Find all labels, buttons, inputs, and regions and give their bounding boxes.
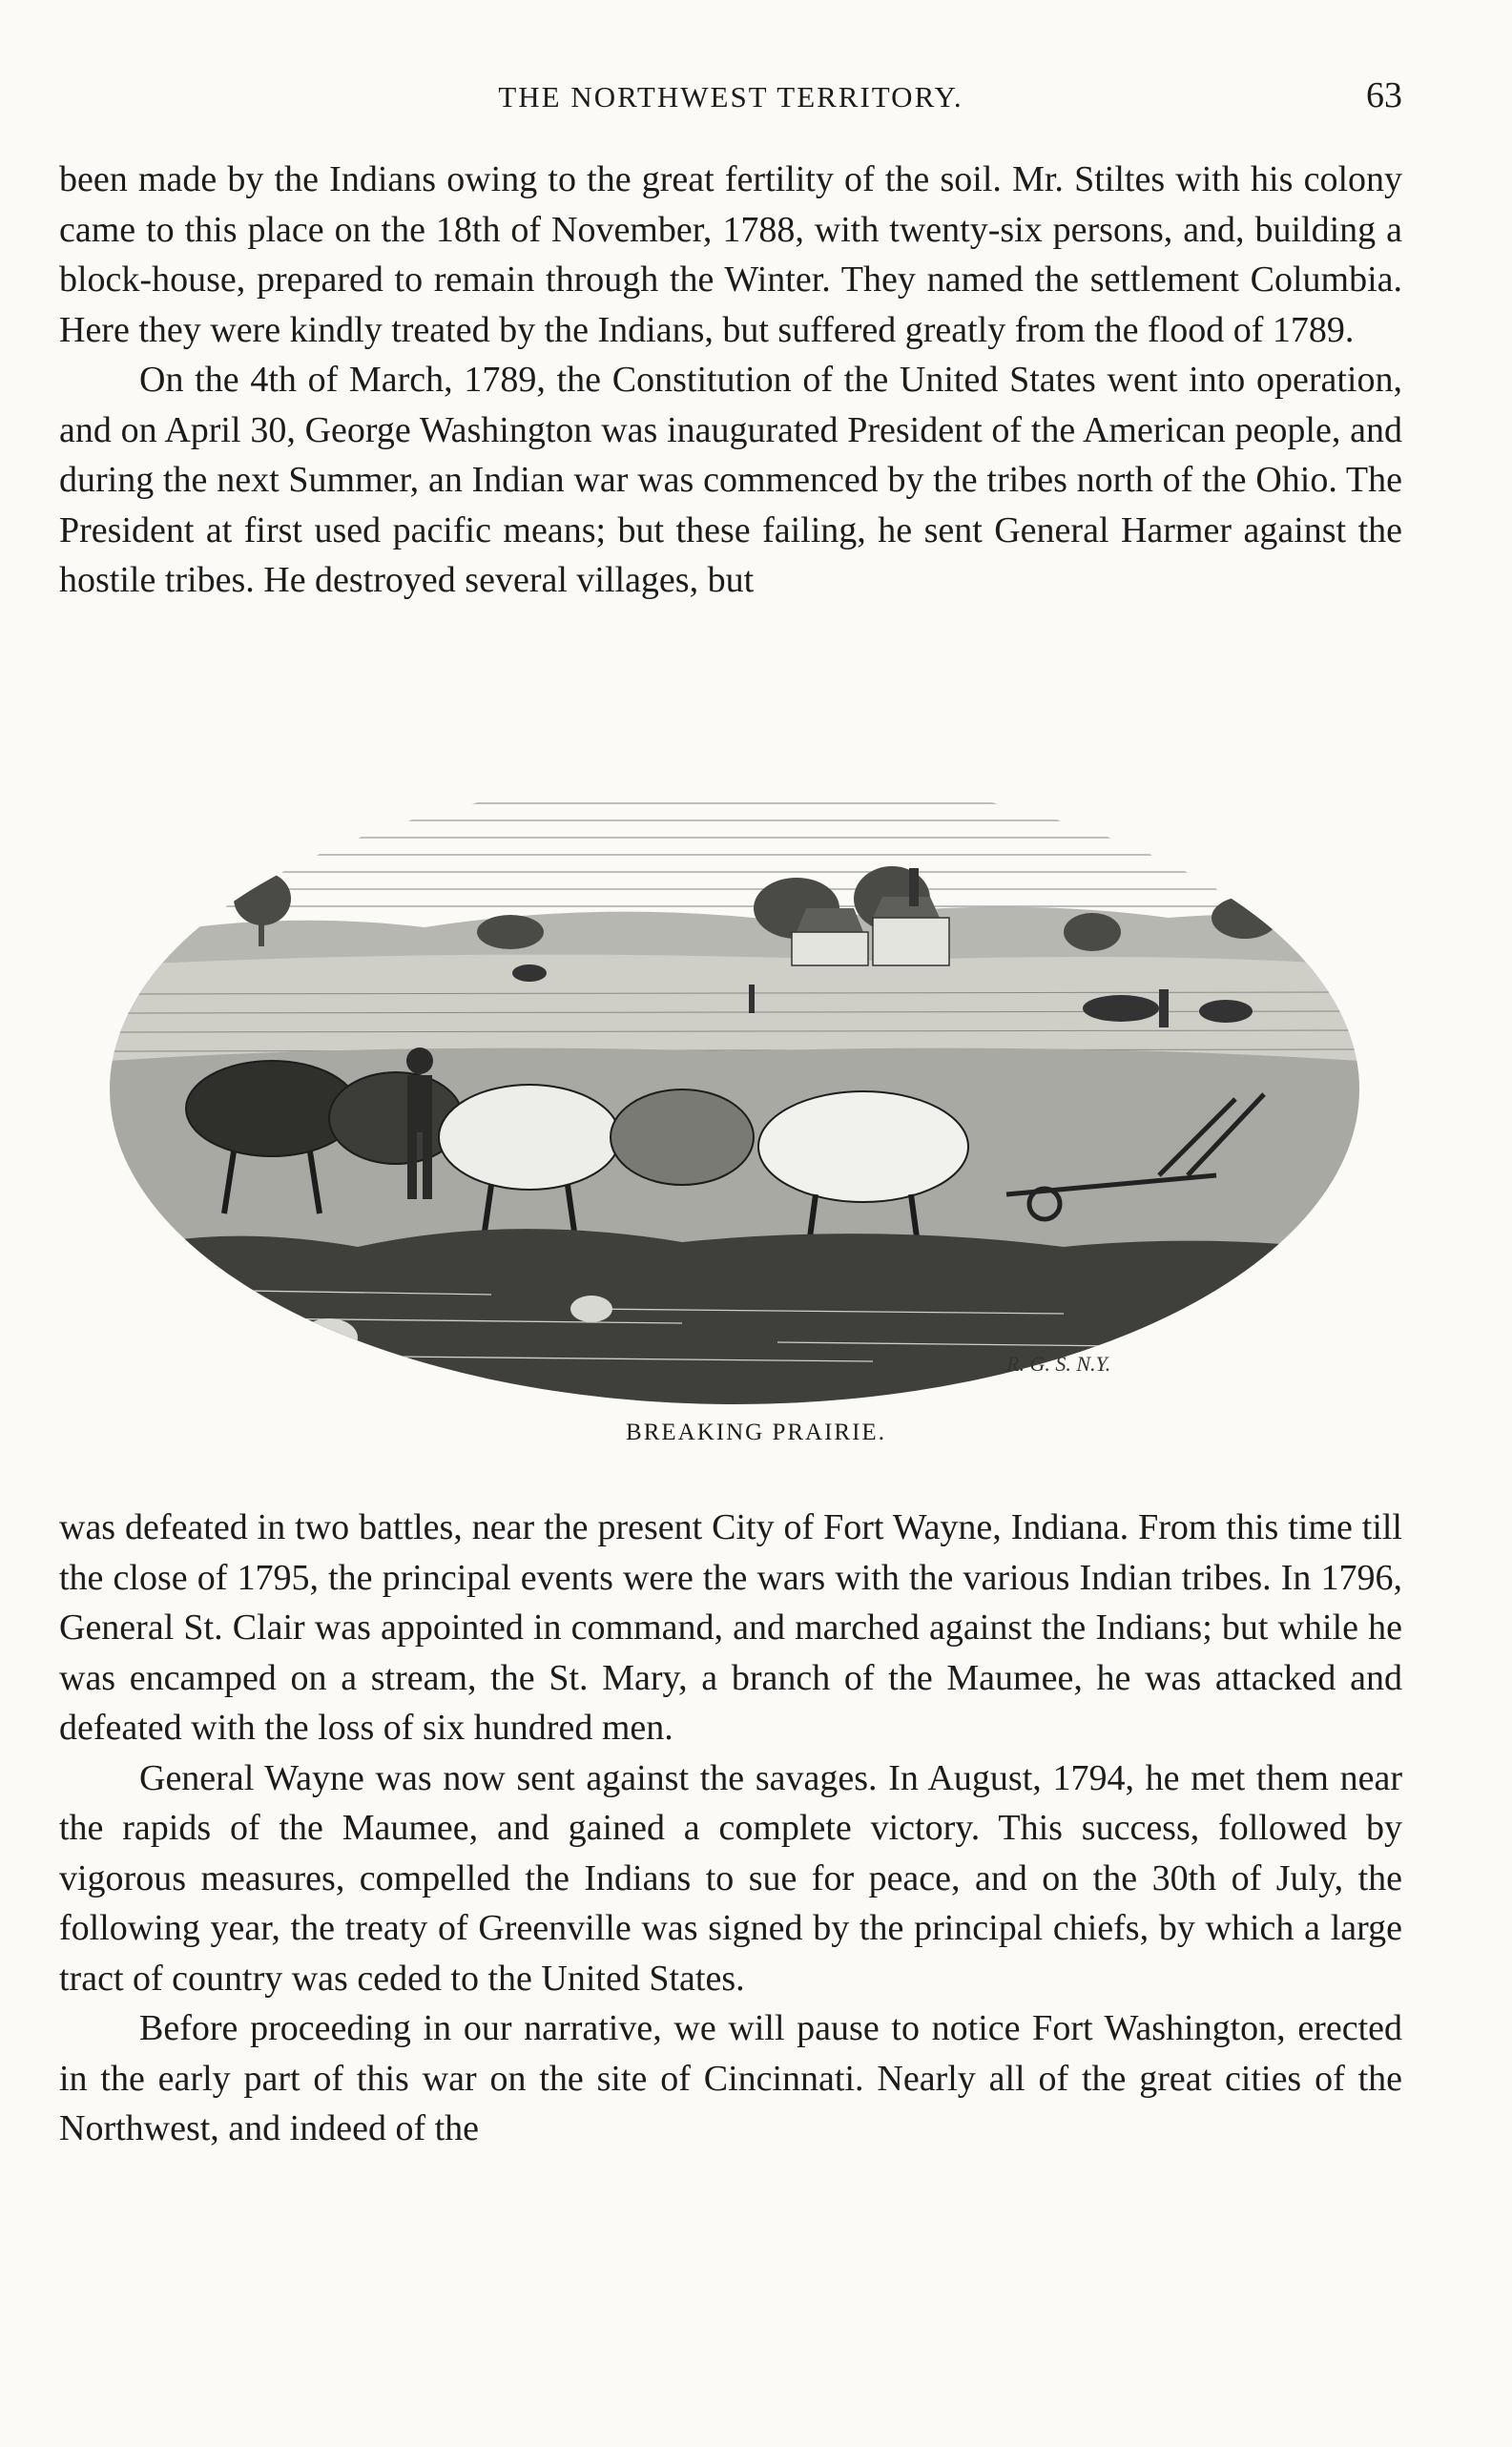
text-block-top — [59, 155, 1402, 606]
paragraph: General Wayne was now sent against the savages. In August, 1794, he met them near the rapids of the Maumee, and gained a complete victory. This success, followed by vigorous measures, compelled the Indians to sue for peace, and on the 30th of July, the following year, the treaty of Greenville was signed by the principal chiefs, by which a large tract of country was ceded to the United States. — [59, 1757, 1402, 1999]
paragraph: Before proceeding in our narrative, we will pause to notice Fort Washington, erected in the early part of this war on the site of Cincinnati. Nearly all of the great cities of the Northwest, and indeed of the — [59, 2008, 1402, 2148]
page-number: 63 — [1366, 75, 1402, 115]
paragraph: been made by the Indians owing to the great fertility of the soil. Mr. Stiltes with his colony came to this place on the 18th of November, 1788, with twenty-six persons, and, building a block-house, prepared to remain through the Winter. They named the settlement Columbia. Here they were kindly treated by the Indians, but suffered greatly from the flood of 1789. — [59, 159, 1402, 350]
engraving-breaking-prairie — [110, 775, 1359, 1404]
running-header — [59, 74, 1402, 122]
paragraph: On the 4th of March, 1789, the Constitution of the United States went into operation, and on April 30, George Washington was inaugurated President of the American people, and during the next Summer, an Indian war was commenced by the tribes north of the Ohio. The President at first used pacific means; but these failing, he sent General Harmer against the hostile tribes. He destroyed several villages, but — [59, 360, 1402, 600]
engraver-signature: R. G. S. N.Y. — [1006, 1352, 1111, 1376]
figure-caption: BREAKING PRAIRIE. — [626, 1420, 886, 1445]
text-block-bottom — [59, 1503, 1402, 2154]
engraving-illustration — [110, 775, 1359, 1404]
running-title: THE NORTHWEST TERRITORY. — [498, 80, 963, 114]
paragraph: was defeated in two battles, near the present City of Fort Wayne, Indiana. From this time till the close of 1795, the principal events were the wars with the various Indian tribes. In 1796, General St. Clair was appointed in command, and marched against the Indians; but while he was encamped on a stream, the St. Mary, a branch of the Maumee, he was attacked and defeated with the loss of six hundred men. — [59, 1507, 1402, 1748]
